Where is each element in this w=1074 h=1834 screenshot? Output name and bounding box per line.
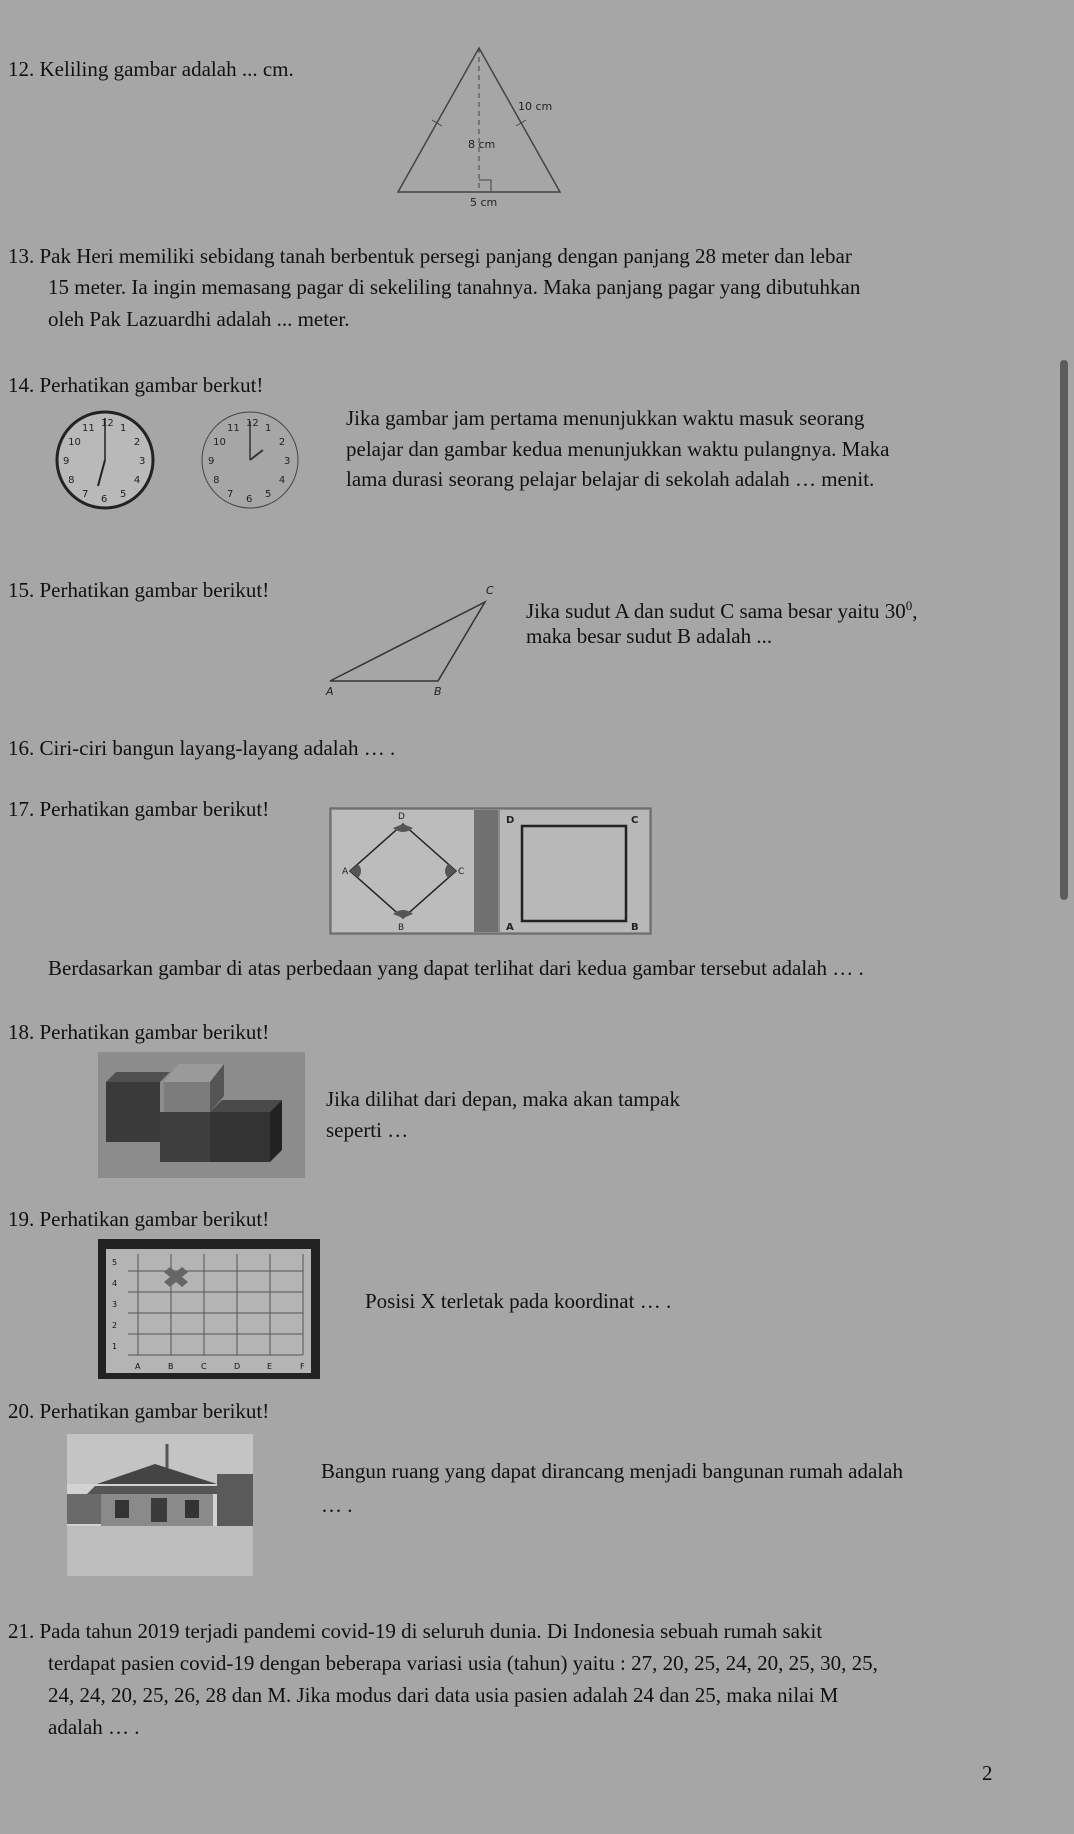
question-14-line-1: Jika gambar jam pertama menunjukkan waktu masuk seorang (346, 406, 865, 430)
question-14-line-3: lama durasi seorang pelajar belajar di sekolah adalah … menit. (346, 467, 875, 491)
clock-numeral: 1 (120, 423, 127, 435)
grid-col-label: D (234, 1362, 241, 1371)
vertex-c: C (486, 584, 494, 597)
question-15-title: 15. Perhatikan gambar berikut! (8, 578, 270, 602)
clock-numeral: 4 (133, 475, 141, 486)
clock-numeral: 8 (213, 475, 220, 486)
clock-numeral: 5 (265, 488, 272, 500)
question-17-caption: Berdasarkan gambar di atas perbedaan yang dapat terlihat dari kedua gambar tersebut adalah … . (48, 956, 864, 980)
question-18-line-2: seperti … (326, 1118, 409, 1142)
obtuse-triangle-figure (320, 578, 500, 700)
vertex-a: A (326, 685, 334, 698)
clock-numeral: 10 (213, 437, 226, 448)
grid-col-label: F (300, 1362, 305, 1371)
rhombus-d: D (398, 812, 405, 822)
square-b: B (631, 922, 639, 933)
clock-numeral: 3 (284, 456, 291, 467)
question-13-line-2: 15 meter. Ia ingin memasang pagar di sekeliling tanahnya. Maka panjang pagar yang dibutuhkan (48, 275, 861, 299)
clock-numeral: 11 (82, 423, 95, 435)
question-20-title: 20. Perhatikan gambar berikut! (8, 1399, 270, 1423)
degree-sup: 0 (905, 598, 913, 613)
square-a: A (506, 922, 514, 933)
clock-numeral: 11 (227, 423, 240, 435)
clock-numeral: 7 (82, 488, 89, 500)
rhombus-square-figure (328, 806, 653, 936)
coordinate-grid-figure (98, 1239, 320, 1379)
question-15-line-1: Jika sudut A dan sudut C sama besar yaitu $30^0$, (526, 598, 918, 623)
grid-row-label: 4 (112, 1279, 118, 1288)
question-21-line-3: 24, 24, 20, 25, 26, 28 dan M. Jika modus dari data usia pasien adalah 24 dan 25, maka nilai M (48, 1683, 839, 1707)
question-21-line-4: adalah … . (48, 1715, 140, 1739)
clock-numeral: 9 (63, 456, 70, 467)
question-17-title: 17. Perhatikan gambar berikut! (8, 797, 270, 821)
clock-numeral: 9 (208, 456, 215, 467)
question-20-line-1: Bangun ruang yang dapat dirancang menjadi bangunan rumah adalah (321, 1459, 903, 1483)
clock-numeral: 8 (68, 475, 75, 486)
clock-2-figure (193, 408, 308, 513)
question-19-text: Posisi X terletak pada koordinat … . (365, 1289, 672, 1313)
grid-row-label: 2 (112, 1321, 118, 1330)
square-d: D (506, 815, 515, 826)
grid-col-label: B (168, 1362, 174, 1371)
house-photo (67, 1434, 253, 1576)
question-13-line-1: 13. Pak Heri memiliki sebidang tanah berbentuk persegi panjang dengan panjang 28 meter dan lebar (8, 244, 852, 268)
question-20-line-2: … . (321, 1493, 353, 1517)
grid-col-label: C (201, 1362, 207, 1371)
grid-col-label: A (135, 1362, 141, 1371)
question-19-title: 19. Perhatikan gambar berikut! (8, 1207, 270, 1231)
label-side: 10 cm (518, 100, 553, 113)
question-13-line-3: oleh Pak Lazuardhi adalah ... meter. (48, 307, 350, 331)
clock-numeral: 2 (278, 437, 286, 448)
question-21-line-2: terdapat pasien covid-19 dengan beberapa variasi usia (tahun) yaitu : 27, 20, 25, 24, 20, 25, 30, 25, (48, 1651, 878, 1675)
clock-numeral: 10 (68, 437, 81, 448)
clock-numeral: 5 (120, 488, 127, 500)
grid-col-label: E (267, 1362, 273, 1371)
grid-row-label: 5 (112, 1258, 118, 1267)
grid-row-label: 3 (112, 1300, 118, 1309)
grid-row-label: 1 (112, 1342, 118, 1351)
triangle-figure (390, 40, 570, 210)
clock-numeral: 4 (278, 475, 286, 486)
clock-numeral: 2 (133, 437, 141, 448)
question-14-line-2: pelajar dan gambar kedua menunjukkan waktu pulangnya. Maka (346, 437, 890, 461)
clock-numeral: 12 (101, 418, 114, 429)
clock-numeral: 6 (246, 494, 253, 505)
question-15-line-2: maka besar sudut B adalah ... (526, 624, 773, 648)
vertex-b: B (434, 685, 442, 698)
clock-numeral: 6 (101, 494, 108, 505)
label-half-base: 5 cm (470, 196, 498, 209)
rhombus-c: C (458, 867, 465, 877)
label-height: 8 cm (468, 138, 496, 151)
clock-numeral: 7 (227, 488, 234, 500)
clock-1-figure (48, 408, 163, 513)
clock-numeral: 12 (246, 418, 259, 429)
question-16-text: 16. Ciri-ciri bangun layang-layang adalah … . (8, 736, 396, 760)
question-18-title: 18. Perhatikan gambar berikut! (8, 1020, 270, 1044)
question-14-title: 14. Perhatikan gambar berkut! (8, 373, 264, 397)
rhombus-a: A (342, 867, 349, 877)
page-number: 2 (982, 1761, 993, 1785)
scrollbar[interactable] (1060, 360, 1068, 900)
square-c: C (631, 815, 639, 826)
question-21-line-1: 21. Pada tahun 2019 terjadi pandemi covid-19 di seluruh dunia. Di Indonesia sebuah rumah sakit (8, 1619, 823, 1643)
rhombus-b: B (398, 923, 405, 933)
question-18-line-1: Jika dilihat dari depan, maka akan tampak (326, 1087, 680, 1111)
question-12-text: 12. Keliling gambar adalah ... cm. (8, 57, 294, 81)
clock-numeral: 3 (139, 456, 146, 467)
cubes-figure (98, 1052, 305, 1178)
clock-numeral: 1 (265, 423, 272, 435)
